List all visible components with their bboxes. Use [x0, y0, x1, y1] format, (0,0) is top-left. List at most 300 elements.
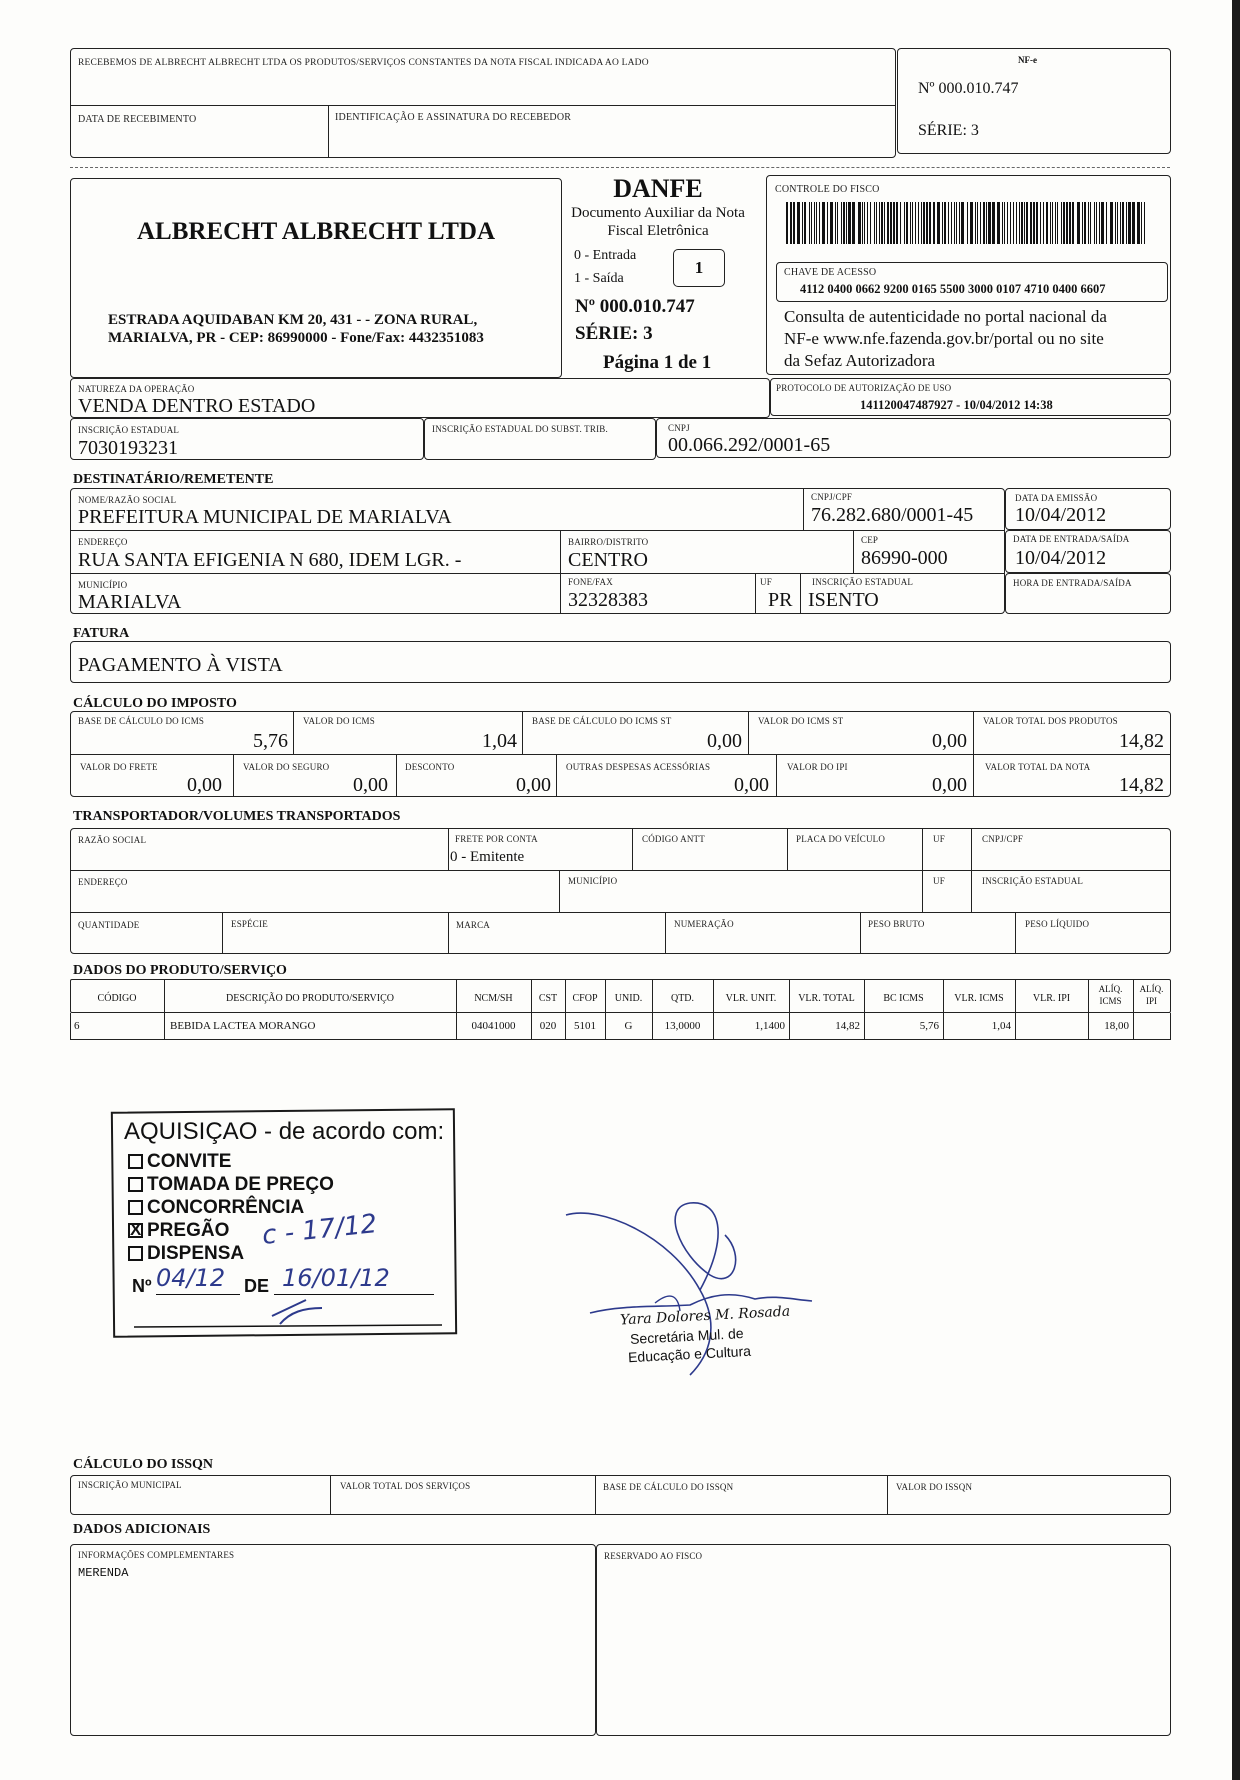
- info-value: MERENDA: [78, 1566, 129, 1580]
- barcode-bar: [986, 202, 987, 244]
- recipient-address: RUA SANTA EFIGENIA N 680, IDEM LGR. -: [78, 549, 462, 571]
- barcode-bar: [1055, 202, 1056, 244]
- canhoto-received-text: RECEBEMOS DE ALBRECHT ALBRECHT LTDA OS PRODUTOS/SERVIÇOS CONSTANTES DA NOTA FISCAL INDICADA AO LADO: [78, 58, 649, 68]
- stamp-no-label: Nº: [132, 1276, 152, 1296]
- th-ncm: NCM/SH: [474, 993, 513, 1004]
- transport-row-line-1: [70, 870, 1171, 871]
- barcode-bar: [804, 202, 806, 244]
- numbering-label: NUMERAÇÃO: [674, 919, 734, 929]
- stamp-rubric-icon: [130, 1294, 450, 1334]
- barcode-bar: [896, 202, 898, 244]
- district-label: BAIRRO/DISTRITO: [568, 537, 649, 547]
- stamp-no-value: 04/12: [156, 1264, 226, 1292]
- th-aliq-ipi-2: IPI: [1146, 996, 1157, 1006]
- barcode-bar: [988, 202, 991, 244]
- barcode-bar: [1126, 202, 1127, 244]
- barcode-bar: [975, 202, 976, 244]
- dispensa-checkbox-icon: [128, 1246, 143, 1261]
- canhoto-nfe-label: NF-e: [1018, 55, 1037, 65]
- products-right-edge: [1170, 1013, 1171, 1039]
- row-icms: 1,04: [991, 1020, 1011, 1032]
- row-aliq-icms: 18,00: [1104, 1020, 1129, 1032]
- tomada-label: TOMADA DE PREÇO: [147, 1174, 334, 1195]
- barcode-bar: [830, 202, 833, 244]
- barcode-bar: [843, 202, 845, 244]
- concorrencia-checkbox-icon: [128, 1200, 143, 1215]
- uf-label: UF: [760, 577, 772, 587]
- recipient-v-3: [853, 530, 854, 573]
- danfe-saida: 1 - Saída: [574, 271, 624, 286]
- nature-label: NATUREZA DA OPERAÇÃO: [78, 384, 195, 394]
- barcode-bar: [1007, 202, 1008, 244]
- invoice-section: FATURA: [73, 626, 130, 641]
- barcode-bar: [874, 202, 875, 244]
- products-bottom-line: [70, 1039, 1171, 1040]
- barcode-bar: [951, 202, 952, 244]
- col-div-1: [164, 979, 165, 1039]
- consult-line-2: NF-e www.nfe.fazenda.gov.br/portal ou no site: [784, 329, 1104, 348]
- barcode-bar: [970, 202, 973, 244]
- barcode-bar: [1016, 202, 1017, 244]
- quantity-label: QUANTIDADE: [78, 920, 140, 930]
- emitter-address-1: ESTRADA AQUIDABAN KM 20, 431 - - ZONA RURAL,: [108, 312, 478, 328]
- entry-label: DATA DE ENTRADA/SAÍDA: [1013, 534, 1130, 544]
- barcode-bar: [910, 202, 911, 244]
- barcode-bar: [870, 202, 871, 244]
- barcode-bar: [1040, 202, 1041, 244]
- th-aliq-ipi-1: ALÍQ.: [1139, 984, 1164, 994]
- emitter-name: ALBRECHT ALBRECHT LTDA: [137, 218, 495, 245]
- tomada-checkbox-icon: [128, 1177, 143, 1192]
- row-total: 14,82: [835, 1020, 860, 1032]
- barcode-bar: [1082, 202, 1083, 244]
- barcode-bar: [1088, 202, 1089, 244]
- th-total: VLR. TOTAL: [798, 993, 855, 1004]
- icms-value: 1,04: [482, 730, 517, 752]
- fisco-control-label: CONTROLE DO FISCO: [775, 184, 880, 195]
- freight-by-value: 0 - Emitente: [450, 849, 525, 865]
- barcode-bar: [1141, 202, 1142, 244]
- carrier-name-label: RAZÃO SOCIAL: [78, 835, 147, 845]
- danfe-page: Página 1 de 1: [603, 352, 712, 373]
- stamp-option-tomada: [128, 1174, 334, 1196]
- barcode-bar: [1019, 202, 1020, 244]
- row-qty: 13,0000: [664, 1020, 701, 1032]
- barcode-bar: [879, 202, 880, 244]
- barcode-bar: [827, 202, 828, 244]
- invoice-text: PAGAMENTO À VISTA: [78, 654, 283, 676]
- barcode-bar: [1033, 202, 1035, 244]
- cep-value: 86990-000: [861, 547, 948, 569]
- th-unit-price: VLR. UNIT.: [725, 993, 777, 1004]
- row-cst: 020: [539, 1020, 557, 1032]
- barcode-bar: [956, 202, 957, 244]
- entry-value: 10/04/2012: [1015, 547, 1107, 569]
- barcode-bar: [887, 202, 889, 244]
- base-st-value: 0,00: [707, 730, 742, 752]
- recipient-address-label: ENDEREÇO: [78, 537, 128, 547]
- barcode-bar: [835, 202, 836, 244]
- pregao-checkbox-icon: [128, 1220, 143, 1239]
- emission-label: DATA DA EMISSÃO: [1015, 493, 1098, 503]
- barcode-bar: [881, 202, 883, 244]
- transport-v-11: [1015, 912, 1016, 954]
- barcode-bar: [904, 202, 905, 244]
- barcode-bar: [1021, 202, 1023, 244]
- barcode-bar: [1061, 202, 1062, 244]
- access-key: 4112 0400 0662 9200 0165 5500 3000 0107 4710 0400 6607: [800, 282, 1106, 296]
- pregao-handwritten: c - 17/12: [260, 1209, 379, 1251]
- barcode-bar: [1120, 202, 1121, 244]
- barcode-bar: [848, 202, 851, 244]
- th-bc-icms: BC ICMS: [883, 993, 924, 1004]
- base-icms-label: BASE DE CÁLCULO DO ICMS: [78, 716, 205, 726]
- transport-ie-label: INSCRIÇÃO ESTADUAL: [982, 876, 1084, 886]
- barcode-bar: [793, 202, 795, 244]
- row-bc-icms: 5,76: [919, 1020, 939, 1032]
- transport-uf-label: UF: [933, 834, 945, 844]
- protocol-value: 141120047487927 - 10/04/2012 14:38: [860, 398, 1053, 412]
- danfe-series: SÉRIE: 3: [575, 323, 653, 344]
- canhoto-number: Nº 000.010.747: [918, 80, 1019, 97]
- row-unit: G: [624, 1020, 633, 1032]
- barcode-bar: [967, 202, 968, 244]
- row-desc: BEBIDA LACTEA MORANGO: [170, 1020, 316, 1032]
- pregao-label: PREGÃO: [147, 1220, 230, 1241]
- district-value: CENTRO: [568, 549, 648, 571]
- barcode-bar: [900, 202, 901, 244]
- net-weight-label: PESO LÍQUIDO: [1025, 919, 1090, 929]
- recipient-v-2: [560, 530, 561, 614]
- brand-label: MARCA: [456, 920, 491, 930]
- stamp-option-concorrencia: [128, 1197, 304, 1219]
- barcode-bar: [1101, 202, 1104, 244]
- protocol-label: PROTOCOLO DE AUTORIZAÇÃO DE USO: [776, 383, 952, 393]
- barcode-bar: [786, 202, 788, 244]
- issqn-services-label: VALOR TOTAL DOS SERVIÇOS: [340, 1481, 471, 1491]
- th-ipi: VLR. IPI: [1032, 993, 1071, 1004]
- th-aliq-icms-2: ICMS: [1099, 996, 1122, 1006]
- products-left-edge: [70, 1013, 71, 1039]
- barcode-bar: [1072, 202, 1074, 244]
- row-unit-price: 1,1400: [754, 1020, 785, 1032]
- barcode-bar: [977, 202, 978, 244]
- barcode-bar: [906, 202, 908, 244]
- row-cfop: 5101: [574, 1020, 596, 1032]
- barcode-bar: [983, 202, 985, 244]
- barcode-bar: [846, 202, 847, 244]
- barcode-bar: [1063, 202, 1065, 244]
- stamp-option-dispensa: [128, 1243, 244, 1265]
- recipient-v-5: [800, 573, 801, 614]
- barcode-bar: [1137, 202, 1140, 244]
- hour-label: HORA DE ENTRADA/SAÍDA: [1013, 578, 1132, 588]
- stamp-de-value: 16/01/12: [282, 1264, 390, 1292]
- barcode-bar: [1024, 202, 1025, 244]
- reserved-box: [596, 1544, 1171, 1736]
- transport-address-label: ENDEREÇO: [78, 877, 128, 887]
- barcode-bar: [948, 202, 949, 244]
- barcode-bar: [1036, 202, 1038, 244]
- transport-v-8: [448, 912, 449, 954]
- col-div-11: [1015, 979, 1016, 1039]
- barcode-bar: [1046, 202, 1048, 244]
- issqn-section: CÁLCULO DO ISSQN: [73, 1457, 214, 1472]
- transport-city-label: MUNICÍPIO: [568, 876, 618, 886]
- info-label: INFORMAÇÕES COMPLEMENTARES: [78, 1550, 235, 1560]
- freight-by-label: FRETE POR CONTA: [455, 834, 538, 844]
- barcode-bar: [890, 202, 892, 244]
- recipient-row-line-2: [70, 573, 1005, 574]
- barcode-bar: [1066, 202, 1068, 244]
- danfe-tipo: 1: [694, 258, 704, 277]
- emitter-box: [70, 178, 562, 378]
- barcode: [786, 202, 1152, 244]
- icms-st-value: 0,00: [932, 730, 967, 752]
- insurance-value: 0,00: [353, 774, 388, 796]
- transport-v-10: [860, 912, 861, 954]
- barcode-bar: [959, 202, 960, 244]
- barcode-bar: [961, 202, 964, 244]
- recipient-v-1: [803, 488, 804, 530]
- th-icms: VLR. ICMS: [954, 993, 1004, 1004]
- base-icms-value: 5,76: [253, 730, 288, 752]
- barcode-bar: [944, 202, 946, 244]
- th-aliq-icms-1: ALÍQ.: [1098, 984, 1123, 994]
- recipient-name-label: NOME/RAZÃO SOCIAL: [78, 495, 177, 505]
- issqn-base-label: BASE DE CÁLCULO DO ISSQN: [603, 1482, 734, 1492]
- concorrencia-label: CONCORRÊNCIA: [147, 1197, 305, 1218]
- canhoto-signature-label: IDENTIFICAÇÃO E ASSINATURA DO RECEBEDOR: [335, 112, 572, 123]
- other-value: 0,00: [734, 774, 769, 796]
- phone-label: FONE/FAX: [568, 577, 613, 587]
- recipient-cnpj: 76.282.680/0001-45: [811, 504, 974, 526]
- th-unit: UNID.: [614, 993, 643, 1004]
- barcode-bar: [809, 202, 810, 244]
- ie-value: 7030193231: [78, 437, 178, 459]
- barcode-bar: [933, 202, 935, 244]
- stamp-option-pregao: [128, 1220, 229, 1242]
- barcode-bar: [1110, 202, 1113, 244]
- consult-line-3: da Sefaz Autorizadora: [784, 351, 936, 370]
- barcode-bar: [867, 202, 868, 244]
- transport-box: [70, 828, 1171, 954]
- products-section: DADOS DO PRODUTO/SERVIÇO: [73, 963, 287, 978]
- barcode-bar: [1084, 202, 1086, 244]
- stamp-de-label: DE: [244, 1276, 270, 1296]
- barcode-bar: [822, 202, 825, 244]
- row-code: 6: [74, 1020, 80, 1032]
- barcode-bar: [923, 202, 925, 244]
- consult-line-1: Consulta de autenticidade no portal nacional da: [784, 307, 1107, 326]
- barcode-bar: [893, 202, 895, 244]
- signature-role-2: Educação e Cultura: [627, 1342, 752, 1366]
- barcode-bar: [997, 202, 1000, 244]
- cut-line: [70, 167, 1170, 168]
- base-st-label: BASE DE CÁLCULO DO ICMS ST: [532, 716, 672, 726]
- barcode-bar: [811, 202, 812, 244]
- issqn-v-1: [330, 1475, 331, 1515]
- barcode-bar: [929, 202, 931, 244]
- tax-row-line: [70, 754, 1171, 755]
- total-value: 14,82: [1119, 774, 1164, 796]
- ipi-value: 0,00: [932, 774, 967, 796]
- barcode-bar: [1144, 202, 1145, 244]
- emitter-address-2: MARIALVA, PR - CEP: 86990000 - Fone/Fax: 4432351083: [108, 330, 484, 346]
- barcode-bar: [858, 202, 861, 244]
- barcode-bar: [1013, 202, 1014, 244]
- pregao-check-mark: X: [130, 1220, 142, 1239]
- issqn-value-label: VALOR DO ISSQN: [896, 1482, 973, 1492]
- city-value: MARIALVA: [78, 591, 182, 613]
- barcode-bar: [1010, 202, 1011, 244]
- gross-weight-label: PESO BRUTO: [868, 919, 925, 929]
- transport-v-7: [222, 912, 223, 954]
- transport-uf2-label: UF: [933, 876, 945, 886]
- freight-label: VALOR DO FRETE: [80, 762, 158, 772]
- issqn-municipal-label: INSCRIÇÃO MUNICIPAL: [78, 1480, 182, 1490]
- th-code: CÓDIGO: [97, 993, 137, 1004]
- transport-cnpj-label: CNPJ/CPF: [982, 834, 1024, 844]
- signature-role-1: Secretária Mul. de: [629, 1325, 744, 1347]
- total-products-value: 14,82: [1119, 730, 1164, 752]
- barcode-bar: [1052, 202, 1053, 244]
- issqn-v-2: [595, 1475, 596, 1515]
- antt-label: CÓDIGO ANTT: [642, 834, 705, 844]
- issqn-v-3: [887, 1475, 888, 1515]
- barcode-bar: [837, 202, 838, 244]
- barcode-bar: [841, 202, 842, 244]
- barcode-bar: [1030, 202, 1032, 244]
- discount-label: DESCONTO: [405, 762, 455, 772]
- barcode-bar: [876, 202, 877, 244]
- recipient-section: DESTINATÁRIO/REMETENTE: [73, 472, 274, 487]
- barcode-bar: [814, 202, 815, 244]
- stamp-title: AQUISIÇAO - de acordo com:: [124, 1118, 445, 1145]
- cnpj-label: CNPJ: [668, 423, 690, 433]
- access-key-label: CHAVE DE ACESSO: [784, 267, 877, 278]
- barcode-bar: [1099, 202, 1100, 244]
- barcode-bar: [1132, 202, 1135, 244]
- th-qty: QTD.: [670, 993, 695, 1004]
- canhoto-vdivider: [328, 105, 329, 158]
- emission-value: 10/04/2012: [1015, 504, 1107, 526]
- dispensa-label: DISPENSA: [147, 1243, 245, 1264]
- danfe-entrada: 0 - Entrada: [574, 248, 637, 263]
- plate-label: PLACA DO VEÍCULO: [796, 834, 886, 844]
- th-desc: DESCRIÇÃO DO PRODUTO/SERVIÇO: [226, 993, 394, 1004]
- barcode-bar: [884, 202, 885, 244]
- barcode-bar: [918, 202, 919, 244]
- barcode-bar: [1115, 202, 1116, 244]
- th-cst: CST: [538, 993, 558, 1004]
- transport-v-1: [448, 828, 449, 870]
- ie-st-label: INSCRIÇÃO ESTADUAL DO SUBST. TRIB.: [432, 424, 608, 434]
- barcode-bar: [819, 202, 820, 244]
- barcode-bar: [1057, 202, 1058, 244]
- barcode-bar: [1128, 202, 1131, 244]
- barcode-bar: [942, 202, 943, 244]
- phone-value: 32328383: [568, 589, 648, 611]
- barcode-bar: [862, 202, 863, 244]
- barcode-bar: [912, 202, 913, 244]
- barcode-bar: [1069, 202, 1071, 244]
- barcode-bar: [921, 202, 922, 244]
- canhoto-divider: [70, 105, 896, 106]
- tax-section: CÁLCULO DO IMPOSTO: [73, 696, 237, 711]
- danfe-subtitle-1: Documento Auxiliar da Nota: [571, 205, 745, 221]
- transport-v-6: [559, 870, 560, 912]
- transport-v-3: [787, 828, 788, 870]
- row-ncm: 04041000: [471, 1020, 516, 1032]
- cep-label: CEP: [861, 535, 879, 545]
- reserved-label: RESERVADO AO FISCO: [604, 1551, 703, 1561]
- danfe-number: Nº 000.010.747: [575, 296, 695, 317]
- total-products-label: VALOR TOTAL DOS PRODUTOS: [983, 716, 1118, 726]
- barcode-bar: [790, 202, 792, 244]
- barcode-bar: [816, 202, 817, 244]
- city-label: MUNICÍPIO: [78, 580, 128, 590]
- insurance-label: VALOR DO SEGURO: [243, 762, 330, 772]
- danfe-title: DANFE: [613, 174, 703, 203]
- additional-section: DADOS ADICIONAIS: [73, 1522, 211, 1537]
- barcode-bar: [802, 202, 803, 244]
- ipi-label: VALOR DO IPI: [787, 762, 848, 772]
- th-cfop: CFOP: [572, 993, 598, 1004]
- transport-v-9: [665, 912, 666, 954]
- nature-value: VENDA DENTRO ESTADO: [78, 395, 316, 417]
- barcode-bar: [797, 202, 800, 244]
- cnpj-value: 00.066.292/0001-65: [668, 434, 831, 456]
- barcode-bar: [1090, 202, 1091, 244]
- barcode-bar: [954, 202, 955, 244]
- issqn-box: [70, 1475, 1171, 1515]
- ie-label: INSCRIÇÃO ESTADUAL: [78, 425, 180, 435]
- recipient-v-4: [755, 573, 756, 614]
- species-label: ESPÉCIE: [231, 919, 268, 929]
- other-label: OUTRAS DESPESAS ACESSÓRIAS: [566, 762, 711, 772]
- transport-v-5: [971, 828, 972, 912]
- recipient-row-line-1: [70, 530, 1005, 531]
- barcode-bar: [926, 202, 928, 244]
- barcode-bar: [980, 202, 981, 244]
- barcode-bar: [915, 202, 916, 244]
- icms-st-label: VALOR DO ICMS ST: [758, 716, 844, 726]
- danfe-subtitle-2: Fiscal Eletrônica: [607, 223, 709, 239]
- recipient-name: PREFEITURA MUNICIPAL DE MARIALVA: [78, 506, 452, 528]
- convite-checkbox-icon: [128, 1154, 143, 1169]
- barcode-bar: [992, 202, 995, 244]
- freight-value: 0,00: [187, 774, 222, 796]
- barcode-bar: [1002, 202, 1003, 244]
- barcode-bar: [864, 202, 865, 244]
- barcode-bar: [1050, 202, 1051, 244]
- signature-name: Yara Dolores M. Rosada: [619, 1303, 791, 1329]
- barcode-bar: [1026, 202, 1028, 244]
- barcode-bar: [1117, 202, 1118, 244]
- transport-v-4: [922, 828, 923, 912]
- transport-row-line-2: [70, 912, 1171, 913]
- barcode-bar: [1106, 202, 1107, 244]
- barcode-bar: [1094, 202, 1095, 244]
- transport-section: TRANSPORTADOR/VOLUMES TRANSPORTADOS: [73, 809, 401, 824]
- recipient-ie: ISENTO: [808, 589, 879, 611]
- scan-edge: [1232, 0, 1240, 1780]
- recipient-cnpj-label: CNPJ/CPF: [811, 492, 853, 502]
- canhoto-series: SÉRIE: 3: [918, 122, 979, 139]
- barcode-bar: [1043, 202, 1044, 244]
- transport-v-2: [632, 828, 633, 870]
